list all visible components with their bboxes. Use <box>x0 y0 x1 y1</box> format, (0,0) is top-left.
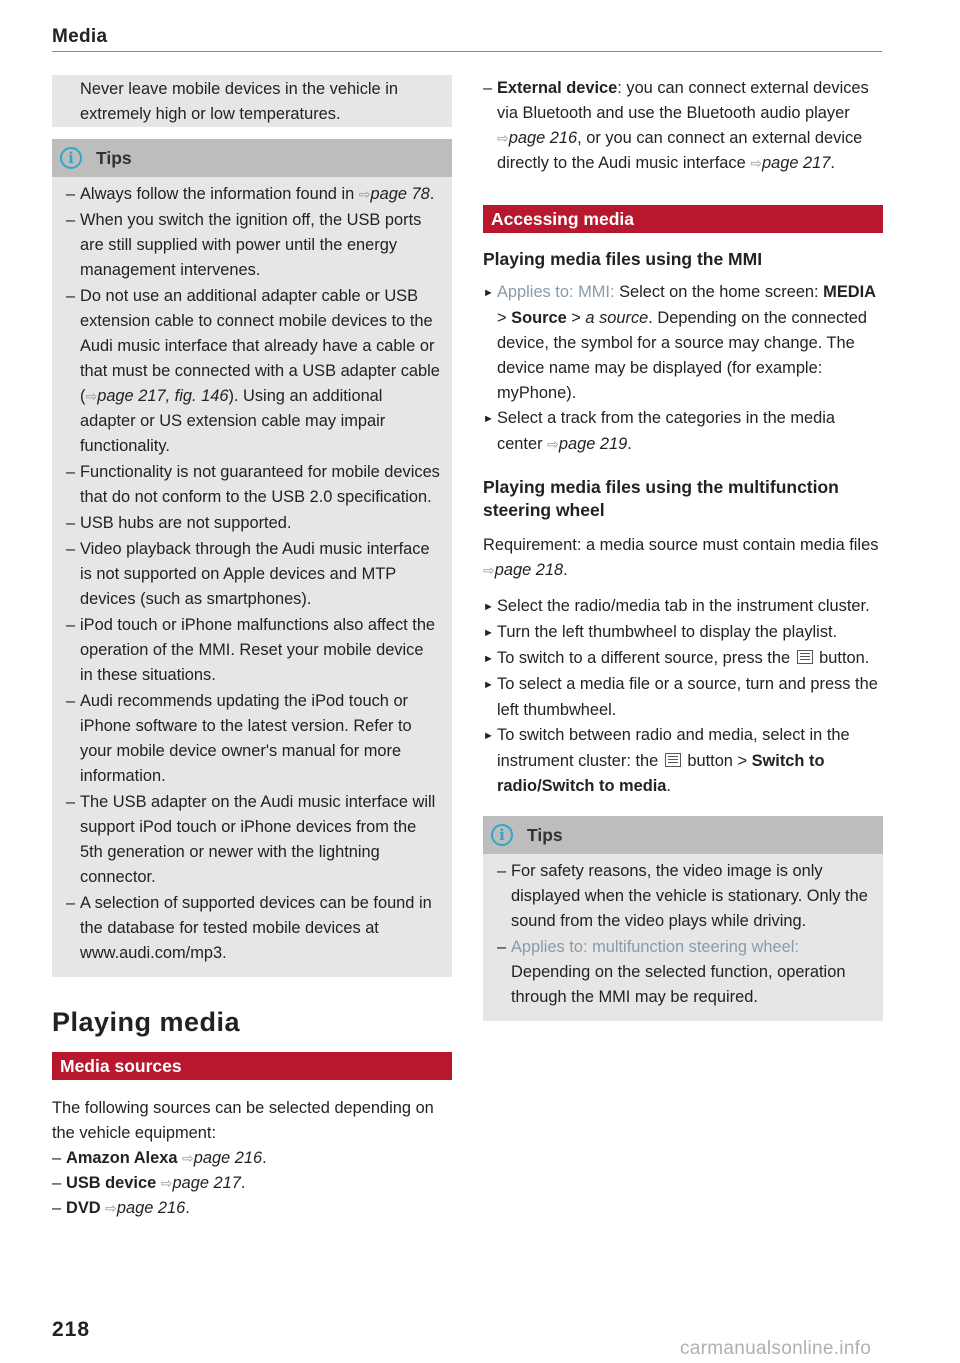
arrow-right-icon: ⇨ <box>483 562 495 578</box>
warning-line: Never leave mobile devices in the vehicle in <box>80 80 398 98</box>
triangle-icon: ► <box>483 601 494 613</box>
source-item: – USB device ⇨page 217. <box>52 1174 246 1192</box>
intro-paragraph: The following sources can be selected depending on the vehicle equipment: <box>52 1099 434 1142</box>
step-item: ► Turn the left thumbwheel to display the playlist. <box>483 620 883 646</box>
triangle-icon: ► <box>483 627 494 639</box>
warning-line: extremely high or low temperatures. <box>80 105 341 123</box>
arrow-right-icon: ⇨ <box>547 436 559 452</box>
mmi-steps <box>483 280 883 457</box>
step-item: ► Applies to: MMI: Select on the home screen: MEDIA > Source > a source. Depending on the connected device, the symbol for a source may change. The device name may be displayed (for example: myPhone). <box>483 283 876 402</box>
page-reference[interactable]: ⇨page 219 <box>547 435 628 453</box>
tip-item: – Audi recommends updating the iPod touch or iPhone software to the latest version. Refer to your mobile device owner's manual for more information. <box>66 692 412 785</box>
watermark: carmanualsonline.info <box>680 1338 872 1359</box>
source-item: – Amazon Alexa ⇨page 216. <box>52 1149 267 1167</box>
page-header <box>52 26 882 48</box>
tip-item: – The USB adapter on the Audi music interface will support iPod touch or iPhone devices from the 5th generation or newer with the lightning connector. <box>66 793 436 886</box>
arrow-right-icon: ⇨ <box>358 186 371 202</box>
tips-header <box>52 139 452 177</box>
dash: – <box>66 185 76 203</box>
tip-item: – Always follow the information found in ⇨page 78. <box>66 182 440 207</box>
triangle-icon: ► <box>483 730 494 742</box>
triangle-icon: ► <box>483 653 494 665</box>
arrow-right-icon: ⇨ <box>750 155 762 171</box>
arrow-right-icon: ⇨ <box>160 1175 173 1191</box>
triangle-icon: ► <box>483 287 494 299</box>
menu-button-icon <box>665 753 681 767</box>
page-reference[interactable]: ⇨page 216 <box>182 1149 263 1167</box>
triangle-icon: ► <box>483 679 494 691</box>
requirement-paragraph: Requirement: a media source must contain media files ⇨page 218. <box>483 536 879 579</box>
arrow-right-icon: ⇨ <box>497 130 509 146</box>
tip-item: – Applies to: multifunction steering wheel: Depending on the selected function, operation through the MMI may be required. <box>497 938 846 1006</box>
header-rule <box>52 51 882 52</box>
step-item: ► To switch to a different source, press the button. <box>483 646 883 672</box>
warning-continuation <box>52 75 452 127</box>
page-reference[interactable]: ⇨page 217, fig. 146 <box>85 387 229 405</box>
page-number: 218 <box>52 1318 91 1341</box>
info-icon: i <box>491 824 513 846</box>
page-reference[interactable]: ⇨page 216 <box>105 1199 186 1217</box>
tips-header <box>483 816 883 854</box>
right-column <box>483 75 883 1021</box>
tip-item: – Video playback through the Audi music interface is not supported on Apple devices and MTP devices (such as smartphones). <box>66 540 430 608</box>
tip-item: – For safety reasons, the video image is only displayed when the vehicle is stationary. Only the sound from the video plays while driving. <box>497 862 868 930</box>
triangle-icon: ► <box>483 413 494 425</box>
page-reference[interactable]: ⇨page 78 <box>358 185 430 203</box>
tip-item: – Functionality is not guaranteed for mobile devices that do not conform to the USB 2.0 specification. <box>66 463 440 506</box>
header-title: Media <box>52 26 108 47</box>
step-item: ► To select a media file or a source, turn and press the left thumbwheel. <box>483 675 878 719</box>
source-item: – DVD ⇨page 216. <box>52 1199 190 1217</box>
tip-item: – When you switch the ignition off, the USB ports are still supplied with power until the energy management intervenes. <box>66 211 422 279</box>
step-item: ► Select the radio/media tab in the instrument cluster. <box>483 594 883 620</box>
tip-item: – A selection of supported devices can be found in the database for tested mobile devices at www.audi.com/mp3. <box>66 894 432 962</box>
tip-item: – USB hubs are not supported. <box>66 514 292 532</box>
step-item: ► To switch between radio and media, select in the instrument cluster: the button > Switch to radio/Switch to media. <box>483 726 850 795</box>
mmi-heading: Playing media files using the MMI <box>483 249 763 269</box>
tips-label: Tips <box>96 147 132 168</box>
media-sources-bar: Media sources <box>52 1052 452 1080</box>
info-icon: i <box>60 147 82 169</box>
accessing-media-bar: Accessing media <box>483 205 883 233</box>
page-reference[interactable]: ⇨page 217 <box>160 1174 241 1192</box>
page-reference[interactable]: ⇨page 217 <box>750 154 831 172</box>
page-reference[interactable]: ⇨page 216 <box>497 129 578 147</box>
section-title: Playing media <box>52 1007 241 1037</box>
tip-item: – iPod touch or iPhone malfunctions also affect the operation of the MMI. Reset your mobile device in these situations. <box>66 616 436 684</box>
page-reference[interactable]: ⇨page 218 <box>483 561 564 579</box>
menu-button-icon <box>797 650 813 664</box>
left-column <box>52 75 452 1221</box>
arrow-right-icon: ⇨ <box>182 1150 194 1166</box>
wheel-steps <box>483 594 883 799</box>
wheel-heading: Playing media files using the multifunction steering wheel <box>483 477 839 520</box>
arrow-right-icon: ⇨ <box>105 1200 117 1216</box>
tips-body <box>52 177 452 977</box>
arrow-right-icon: ⇨ <box>85 388 98 404</box>
tips-label: Tips <box>527 824 563 845</box>
tips-body <box>483 854 883 1021</box>
tip-item: – Do not use an additional adapter cable or USB extension cable to connect mobile devices to the Audi music interface that already have a cable or that must be connected with a USB adapter cable (⇨page 217, fig. 146). Using an additional adapter or US extension cable may impair functionality. <box>66 287 440 455</box>
external-device-item: – External device: you can connect external devices via Bluetooth and use the Bluetooth audio player ⇨page 216, or you can connect an external device directly to the Audi music interface ⇨page 217. <box>483 79 869 172</box>
step-item: ► Select a track from the categories in the media center ⇨page 219. <box>483 409 835 453</box>
